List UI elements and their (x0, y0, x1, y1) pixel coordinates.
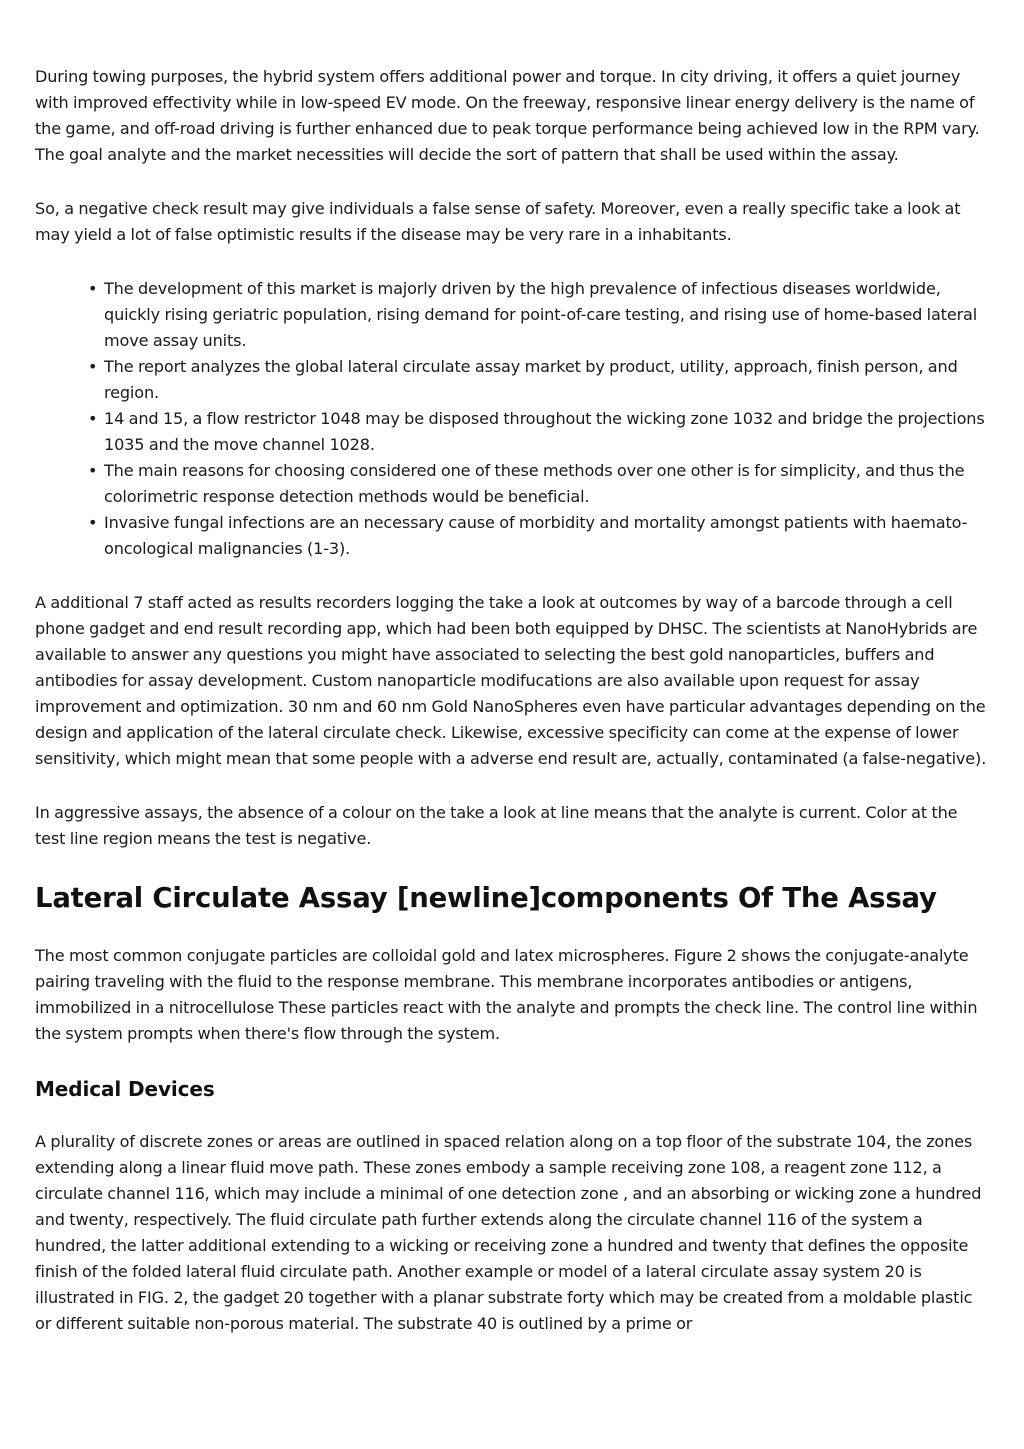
bullet-list (35, 276, 990, 562)
subsection-paragraph: A plurality of discrete zones or areas are outlined in spaced relation along on a top floor of the substrate 104, the zones extending along a linear fluid move path. These zones embody a sample receiving zone 108, a reagent zone 112, a circulate channel 116, which may include a minimal of one detection zone , and an absorbing or wicking zone a hundred and twenty, respectively. The fluid circulate path further extends along the circulate channel 116 of the system a hundred, the latter additional extending to a wicking or receiving zone a hundred and twenty that defines the opposite finish of the folded lateral fluid circulate path. Another example or model of a lateral circulate assay system 20 is illustrated in FIG. 2, the gadget 20 together with a planar substrate forty which may be created from a moldable plastic or different suitable non-porous material. The substrate 40 is outlined by a prime or (35, 1132, 982, 1333)
section-heading: Lateral Circulate Assay [newline]components Of The Assay (35, 882, 937, 914)
body-paragraph-4: In aggressive assays, the absence of a colour on the take a look at line means that the analyte is current. Color at the test line region means the test is negative. (35, 803, 958, 848)
list-item: • The main reasons for choosing considered one of these methods over one other is for simplicity, and thus the colorimetric response detection methods would be beneficial. (104, 458, 990, 510)
list-item: • 14 and 15, a flow restrictor 1048 may be disposed throughout the wicking zone 1032 and bridge the projections 1035 and the move channel 1028. (104, 406, 990, 458)
intro-paragraph-2: So, a negative check result may give individuals a false sense of safety. Moreover, even a really specific take a look at may yield a lot of false optimistic results if the disease may be very rare in a inhabitants. (35, 199, 961, 244)
list-item: • The report analyzes the global lateral circulate assay market by product, utility, approach, finish person, and region. (104, 354, 990, 406)
list-item: • The development of this market is majorly driven by the high prevalence of infectious diseases worldwide, quickly rising geriatric population, rising demand for point-of-care testing, and rising use of home-based lateral move assay units. (104, 276, 990, 354)
body-paragraph-3: A additional 7 staff acted as results recorders logging the take a look at outcomes by way of a barcode through a cell phone gadget and end result recording app, which had been both equipped by DHSC. The scientists at NanoHybrids are available to answer any questions you might have associated to selecting the best gold nanoparticles, buffers and antibodies for assay development. Custom nanoparticle modifucations are also available upon request for assay improvement and optimization. 30 nm and 60 nm Gold NanoSpheres even have particular advantages depending on the design and application of the lateral circulate check. Likewise, excessive specificity can come at the expense of lower sensitivity, which might mean that some people with a adverse end result are, actually, contaminated (a false-negative). (35, 593, 987, 768)
list-item: • Invasive fungal infections are an necessary cause of morbidity and mortality amongst patients with haemato-oncological malignancies (1-3). (104, 510, 990, 562)
subsection-heading: Medical Devices (35, 1077, 215, 1101)
intro-paragraph-1: During towing purposes, the hybrid system offers additional power and torque. In city driving, it offers a quiet journey with improved effectivity while in low-speed EV mode. On the freeway, responsive linear energy delivery is the name of the game, and off-road driving is further enhanced due to peak torque performance being achieved low in the RPM vary. The goal analyte and the market necessities will decide the sort of pattern that shall be used within the assay. (35, 67, 980, 164)
section-paragraph: The most common conjugate particles are colloidal gold and latex microspheres. Figure 2 shows the conjugate-analyte pairing traveling with the fluid to the response membrane. This membrane incorporates antibodies or antigens, immobilized in a nitrocellulose These particles react with the analyte and prompts the check line. The control line within the system prompts when there's flow through the system. (35, 946, 978, 1043)
